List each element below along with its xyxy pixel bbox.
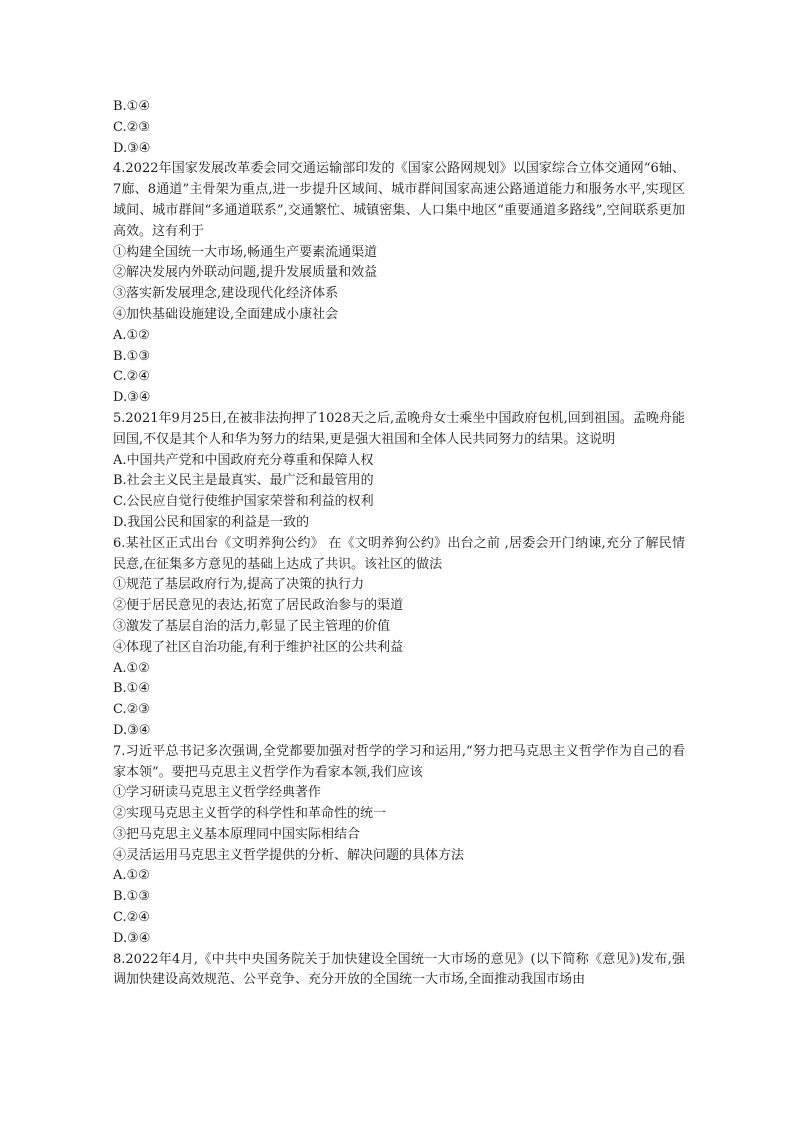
option-b: B.社会主义民主是最真实、最广泛和最管用的 — [113, 473, 374, 489]
option-c: C.②④ — [113, 910, 150, 926]
option-a: A.①② — [113, 660, 150, 676]
option-b: B.①④ — [113, 681, 150, 697]
option-d: D.我国公民和国家的利益是一致的 — [113, 514, 310, 530]
statement-2: ②便于居民意见的表达,拓宽了居民政治参与的渠道 — [113, 598, 404, 614]
option-a: A.①② — [113, 868, 150, 884]
question-stem: 5.2021年9月25日,在被非法拘押了1028天之后,孟晚舟女士乘坐中国政府包机,回到祖国。孟晚舟能回国,不仅是其个人和华为努力的结果,更是强大祖国和全体人民共同努力的结果。这说明 — [113, 410, 685, 447]
question-5 — [113, 409, 685, 534]
statement-4: ④加快基础设施建设,全面建成小康社会 — [113, 306, 339, 322]
option-b: B.①③ — [113, 348, 150, 364]
statement-4: ④灵活运用马克思主义哲学提供的分析、解决问题的具体方法 — [113, 847, 465, 863]
option-a: A.①② — [113, 327, 150, 343]
option-c: C.公民应自觉行使维护国家荣誉和利益的权利 — [113, 494, 374, 510]
exam-page — [113, 97, 685, 991]
option-a: A.中国共产党和中国政府充分尊重和保障人权 — [113, 452, 374, 468]
statement-2: ②解决发展内外联动问题,提升发展质量和效益 — [113, 265, 378, 281]
statement-3: ③激发了基层自治的活力,彰显了民主管理的价值 — [113, 618, 391, 634]
option-c: C.②③ — [113, 702, 150, 718]
statement-3: ③把马克思主义基本原理同中国实际相结合 — [113, 826, 361, 842]
question-7 — [113, 742, 685, 950]
option-b: B.①③ — [113, 889, 150, 905]
question-stem: 6.某社区正式出台《文明养狗公约》 在《文明养狗公约》出台之前 ,居委会开门纳谏,充分了解民情民意,在征集多方意见的基础上达成了共识。该社区的做法 — [113, 535, 685, 572]
question-4 — [113, 159, 685, 409]
option-d: D.③④ — [113, 390, 151, 406]
option-d: D.③④ — [113, 930, 151, 946]
question-6 — [113, 534, 685, 742]
statement-3: ③落实新发展理念,建设现代化经济体系 — [113, 286, 339, 302]
option-d: D.③④ — [113, 722, 151, 738]
question-stem: 7.习近平总书记多次强调,全党都要加强对哲学的学习和运用,“努力把马克思主义哲学作为自己的看家本领”。要把马克思主义哲学作为看家本领,我们应该 — [113, 743, 685, 780]
option-d: D.③④ — [113, 140, 151, 156]
question-3-tail — [113, 97, 685, 159]
statement-4: ④体现了社区自治功能,有利于维护社区的公共利益 — [113, 639, 404, 655]
option-c: C.②④ — [113, 369, 150, 385]
statement-1: ①学习研读马克思主义哲学经典著作 — [113, 785, 322, 801]
statement-2: ②实现马克思主义哲学的科学性和革命性的统一 — [113, 806, 387, 822]
option-b: B.①④ — [113, 99, 150, 114]
question-8 — [113, 950, 685, 992]
option-c: C.②③ — [113, 119, 150, 135]
question-stem: 4.2022年国家发展改革委会同交通运输部印发的《国家公路网规划》以国家综合立体交通网“6轴、7廊、8通道”主骨架为重点,进一步提升区域间、城市群间国家高速公路通道能力和服务水平,实现区域间、城市群间“多通道联系”,交通繁忙、城镇密集、人口集中地区“重要通道多路线”,空间联系更加高效。这有利于 — [113, 161, 685, 239]
statement-1: ①规范了基层政府行为,提高了决策的执行力 — [113, 577, 365, 593]
statement-1: ①构建全国统一大市场,畅通生产要素流通渠道 — [113, 244, 378, 260]
question-stem: 8.2022年4月,《中共中央国务院关于加快建设全国统一大市场的意见》(以下简称《意见》)发布,强调加快建设高效规范、公平竞争、充分开放的全国统一大市场,全面推动我国市场由 — [113, 951, 685, 988]
